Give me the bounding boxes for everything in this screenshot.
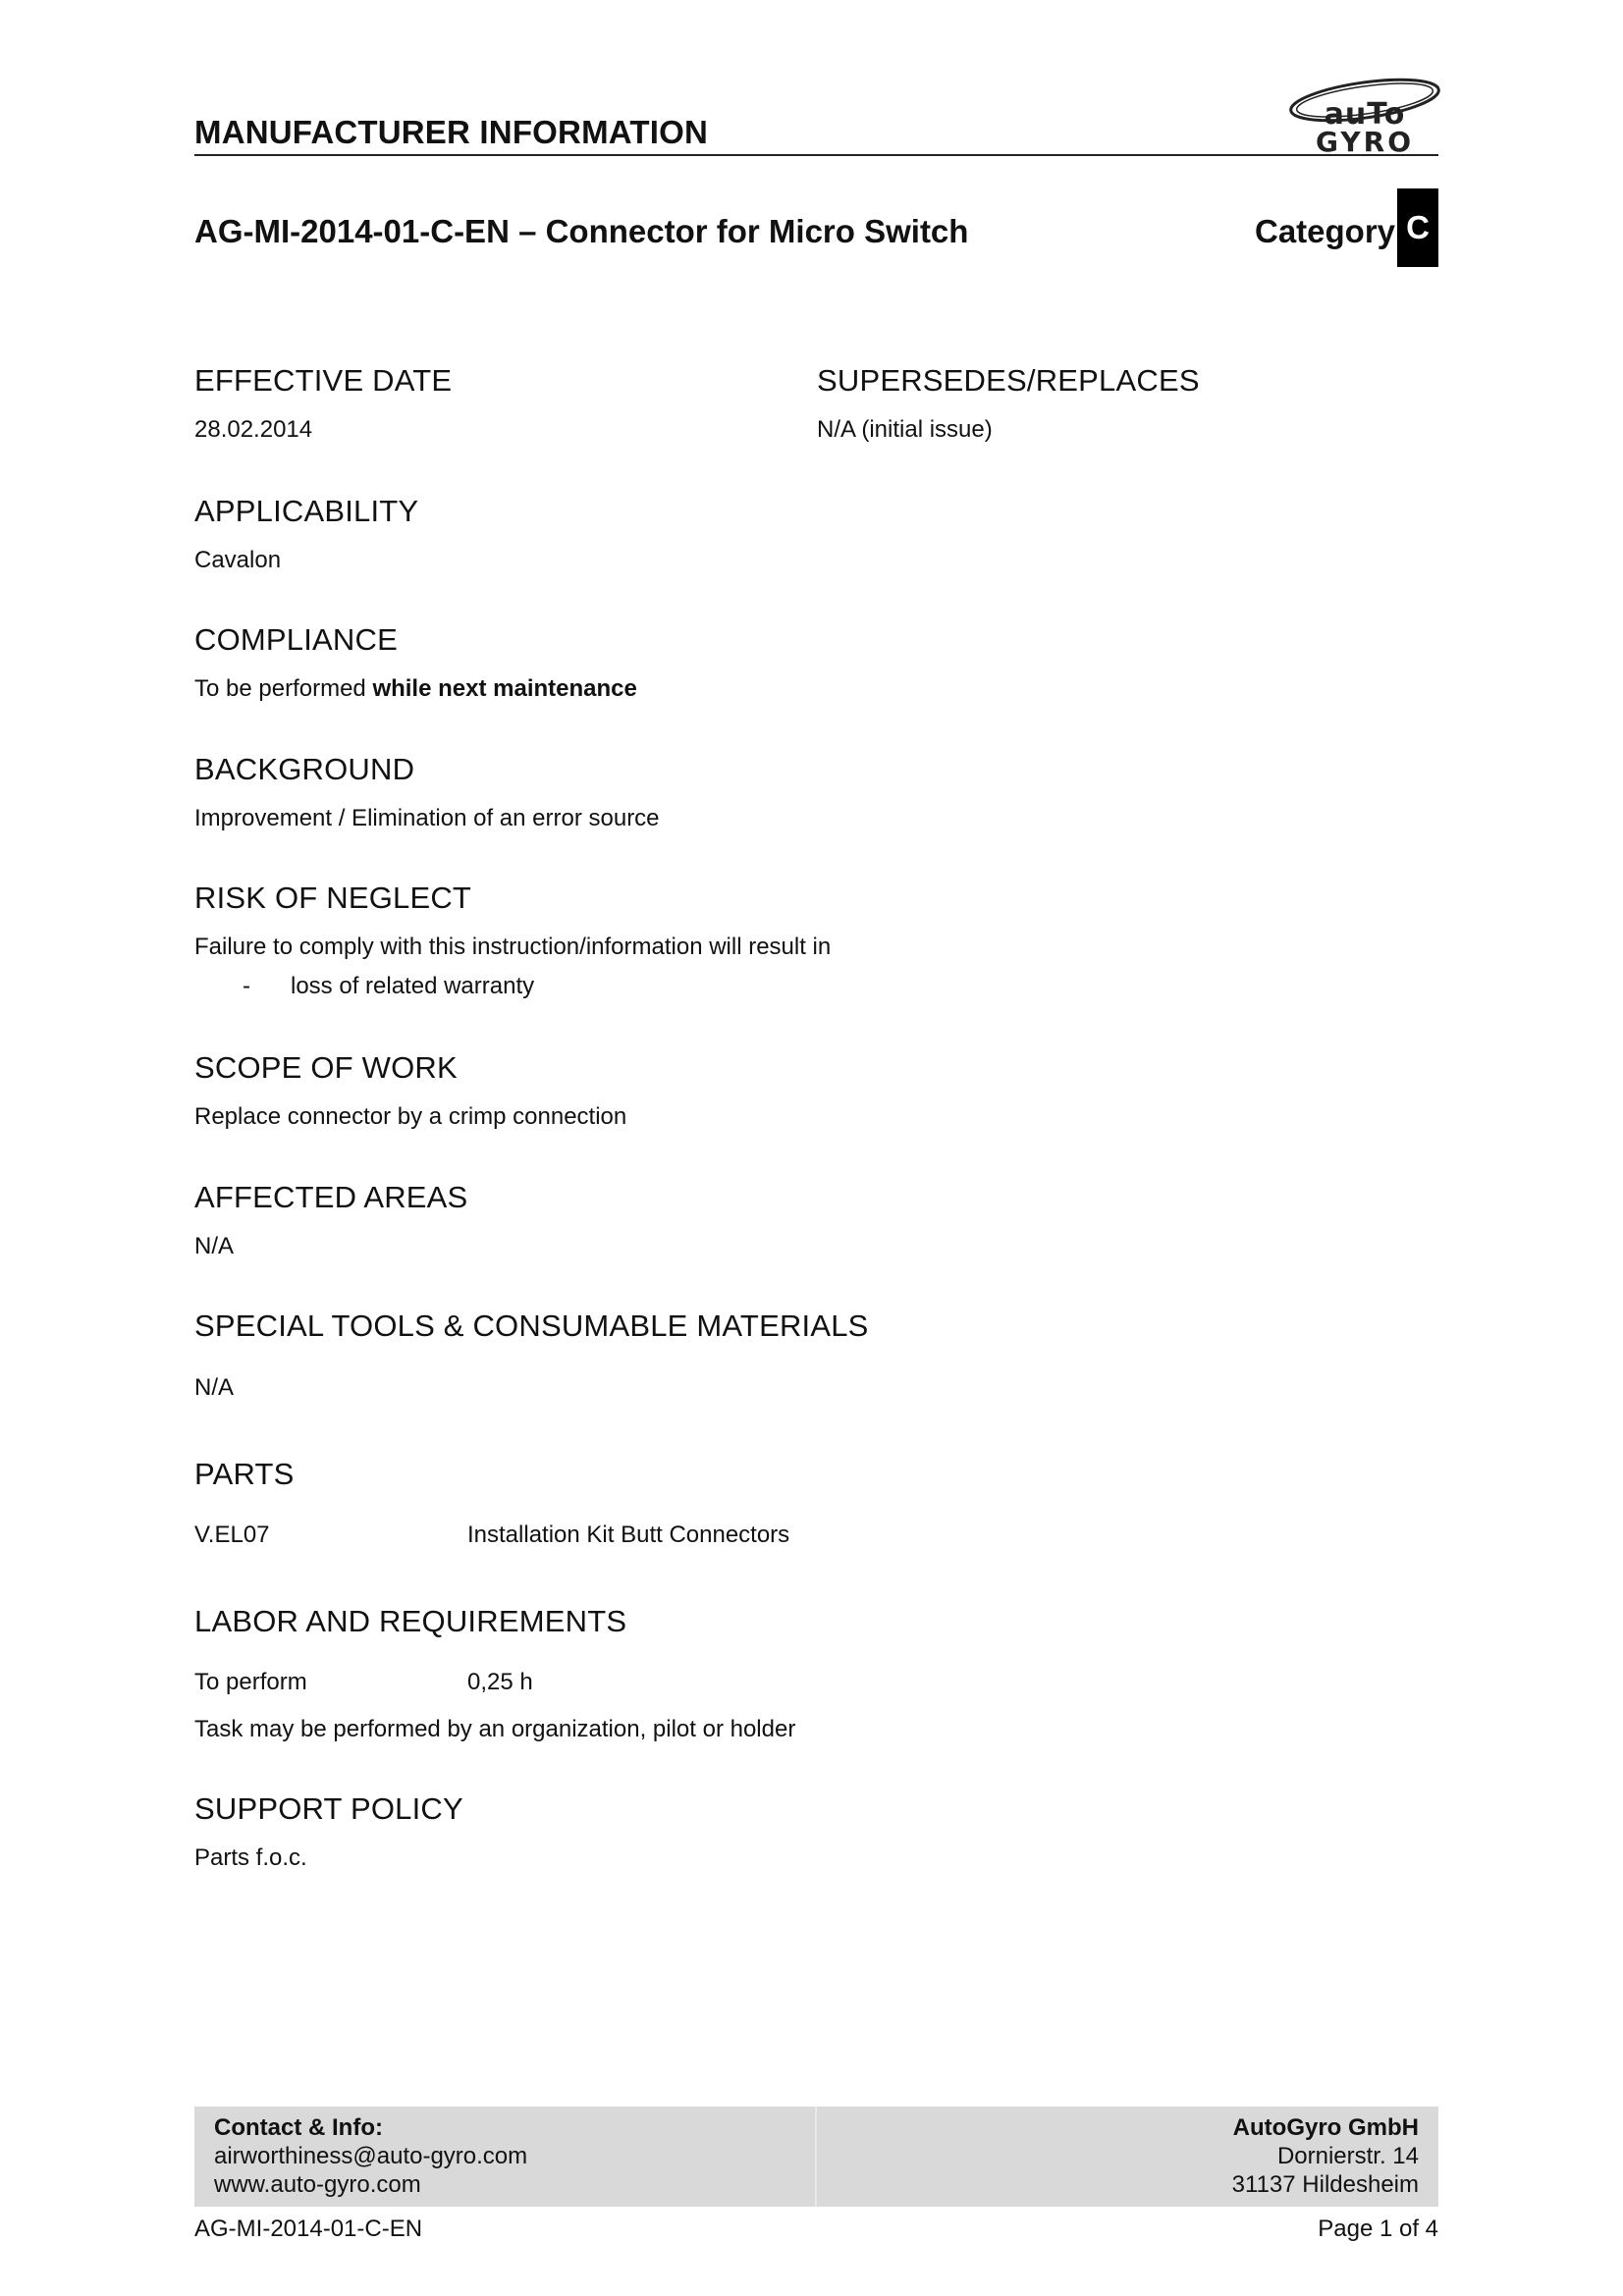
risk-heading: RISK OF NEGLECT [194,881,472,915]
parts-heading: PARTS [194,1457,295,1491]
effective-date-heading: EFFECTIVE DATE [194,363,453,398]
footer-address [1080,2113,1419,2199]
part-description: Installation Kit Butt Connectors [467,1522,790,1548]
logo-text-bottom: GYRO [1315,126,1415,155]
compliance-heading: COMPLIANCE [194,622,398,657]
autogyro-logo [1282,73,1441,155]
contact-email[interactable]: airworthiness@auto-gyro.com [214,2143,528,2169]
footer-contact [214,2113,527,2199]
tools-heading: SPECIAL TOOLS & CONSUMABLE MATERIALS [194,1308,869,1343]
logo-text-top: auTo [1324,97,1406,132]
supersedes-value: N/A (initial issue) [817,416,993,443]
labor-label: To perform [194,1669,307,1695]
risk-value: Failure to comply with this instruction/information will result in [194,934,832,960]
support-heading: SUPPORT POLICY [194,1791,463,1826]
support-value: Parts f.o.c. [194,1844,307,1871]
footer-page-number: Page 1 of 4 [1318,2216,1438,2242]
risk-bullet: loss of related warranty [291,973,535,999]
risk-bullet-marker: - [243,973,250,999]
compliance-emphasis: while next maintenance [372,675,637,702]
header-title: MANUFACTURER INFORMATION [194,114,708,150]
applicability-heading: APPLICABILITY [194,494,419,528]
labor-heading: LABOR AND REQUIREMENTS [194,1604,627,1638]
labor-time: 0,25 h [467,1669,533,1695]
header-rule [194,154,1438,156]
scope-heading: SCOPE OF WORK [194,1050,458,1085]
footer-document-code: AG-MI-2014-01-C-EN [194,2216,423,2242]
contact-label: Contact & Info: [214,2114,383,2141]
affected-value: N/A [194,1233,235,1259]
scope-value: Replace connector by a crimp connection [194,1103,627,1130]
contact-website[interactable]: www.auto-gyro.com [214,2171,421,2198]
document-title: AG-MI-2014-01-C-EN – Connector for Micro Switch [194,213,969,249]
category-badge: C [1397,188,1438,267]
company-name: AutoGyro GmbH [1232,2114,1419,2141]
compliance-prefix: To be performed [194,675,373,702]
applicability-value: Cavalon [194,547,282,573]
affected-heading: AFFECTED AREAS [194,1180,468,1214]
background-heading: BACKGROUND [194,752,415,786]
background-value: Improvement / Elimination of an error source [194,805,660,831]
company-city: 31137 Hildesheim [1231,2171,1419,2198]
effective-date-value: 28.02.2014 [194,416,313,443]
labor-note: Task may be performed by an organization, pilot or holder [194,1716,796,1742]
tools-value: N/A [194,1374,235,1401]
supersedes-heading: SUPERSEDES/REPLACES [817,363,1200,398]
compliance-value [194,675,637,703]
part-number: V.EL07 [194,1522,270,1548]
category-label: Category [1255,213,1396,249]
company-street: Dornierstr. 14 [1276,2143,1419,2169]
